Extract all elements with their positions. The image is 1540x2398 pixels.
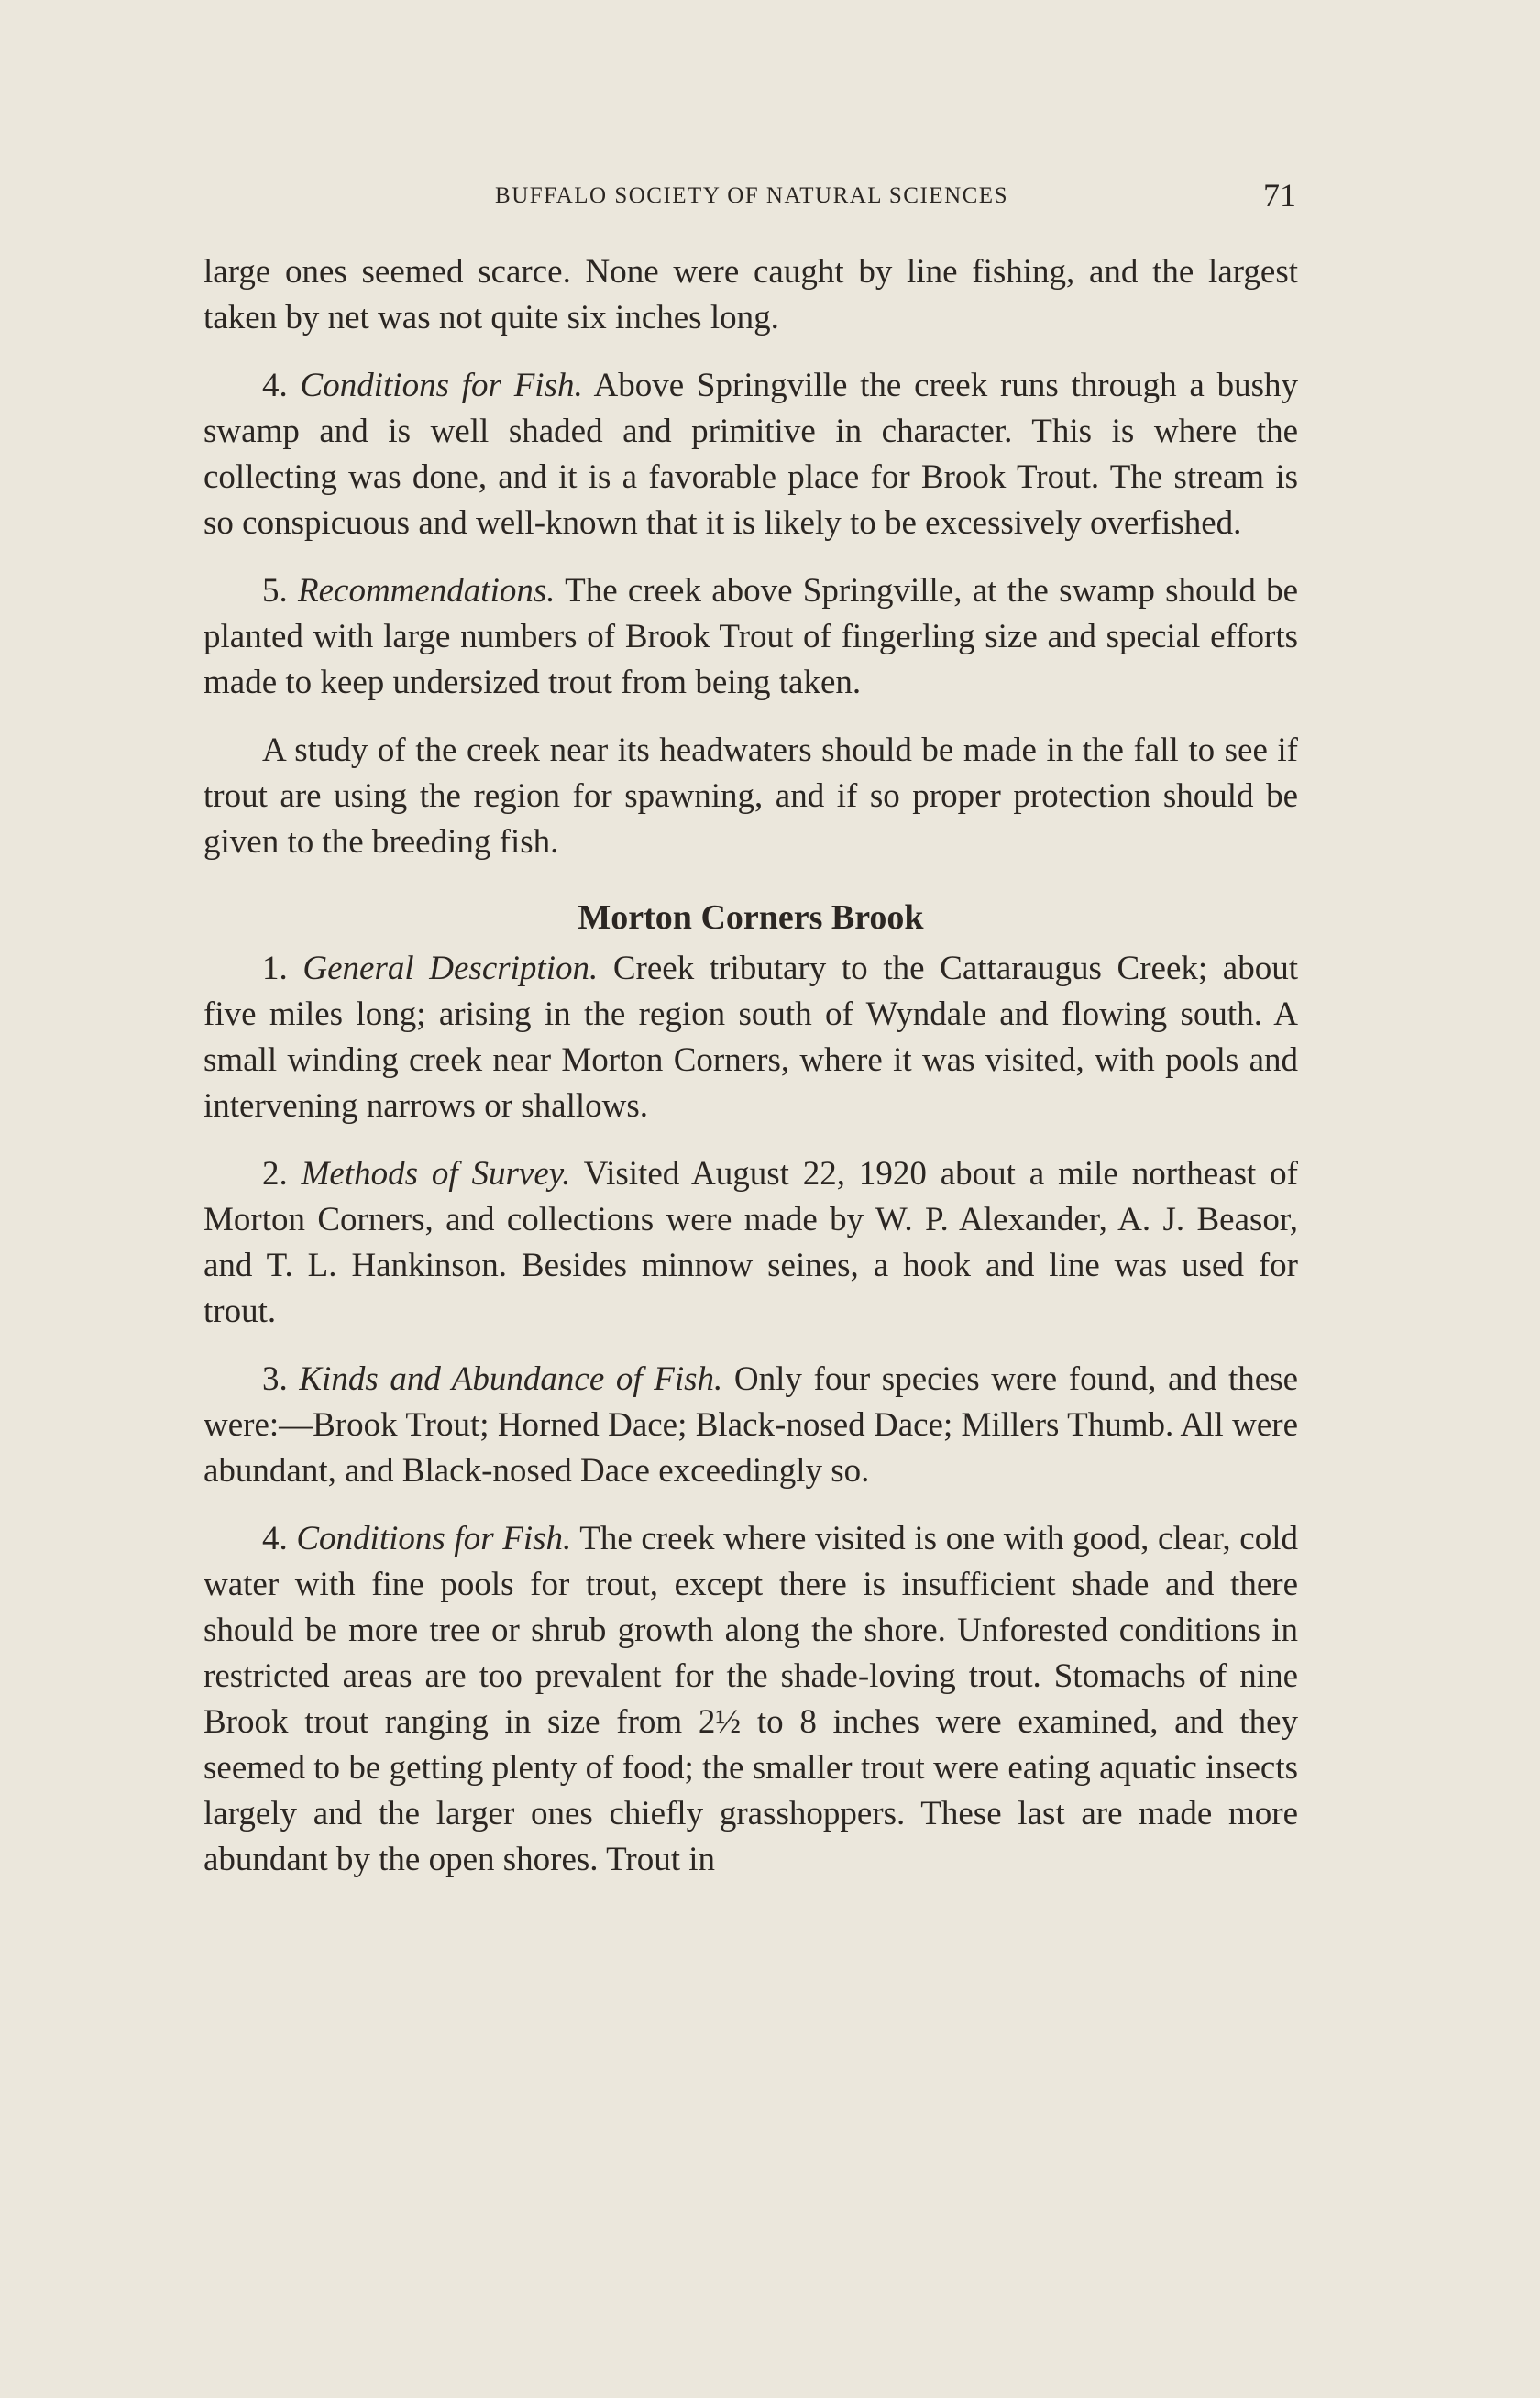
paragraph-label: Conditions for Fish. — [300, 367, 583, 404]
paragraph-label: General Description. — [302, 950, 599, 987]
paragraph-label: Recommendations. — [298, 572, 556, 610]
paragraph-text: Above Springville the creek runs through a bushy swamp and is well shaded and primitive in character. This is where the collecting was done, and it is a favorable place for Brook Trout. The stream is so conspicuous and well-known that it is likely to be excessively overfished. — [204, 367, 1298, 542]
document-body — [204, 249, 1298, 1905]
paragraph-text: Only four species were found, and these were:—Brook Trout; Horned Dace; Black-nosed Dace; Millers Thumb. All were abundant, and Black-nosed Dace exceedingly so. — [204, 1360, 1299, 1490]
section-heading: Morton Corners Brook — [578, 898, 924, 937]
running-header — [0, 177, 1540, 220]
paragraph-label: Kinds and Abundance of Fish. — [299, 1360, 723, 1398]
page-number: 71 — [1263, 177, 1296, 214]
paragraph — [204, 1151, 1298, 1335]
paragraph — [204, 568, 1298, 706]
paragraph — [204, 363, 1298, 546]
paragraph — [204, 249, 1298, 341]
paragraph-text: large ones seemed scarce. None were caught by line fishing, and the largest taken by net was not quite six inches long. — [204, 253, 1298, 336]
paragraph-text: A study of the creek near its headwaters should be made in the fall to see if trout are using the region for spawning, and if so proper protection should be given to the breeding fish. — [204, 732, 1298, 861]
paragraph-label: Methods of Survey. — [301, 1155, 571, 1193]
paragraph — [204, 946, 1298, 1129]
paragraph — [204, 728, 1298, 865]
running-title: BUFFALO SOCIETY OF NATURAL SCIENCES — [495, 183, 1008, 208]
paragraph-label: Conditions for Fish. — [296, 1520, 572, 1557]
paragraph-number: 4. — [262, 1520, 288, 1557]
paragraph-number: 2. — [262, 1155, 288, 1193]
paragraph-number: 4. — [262, 367, 288, 404]
paragraph-text: The creek where visited is one with good, clear, cold water with fine pools for trout, except there is insufficient shade and there should be more tree or shrub growth along the shore. Unforested conditions in restricted areas are too prevalent for the shade-loving trout. Stomachs of nine Brook trout ranging in size from 2½ to 8 inches were examined, and they seemed to be getting plenty of food; the smaller trout were eating aquatic insects largely and the larger ones chiefly grasshoppers. These last are made more abundant by the open shores. Trout in — [204, 1520, 1298, 1878]
paragraph — [204, 1357, 1298, 1494]
paragraph-text: Creek tributary to the Cattaraugus Creek; about five miles long; arising in the region south of Wyndale and flowing south. A small winding creek near Morton Corners, where it was visited, with pools and intervening narrows or shallows. — [204, 950, 1298, 1125]
paragraph-number: 5. — [262, 572, 288, 610]
paragraph-number: 1. — [262, 950, 288, 987]
paragraph-text: The creek above Springville, at the swamp should be planted with large numbers of Brook Trout of fingerling size and special efforts made to keep undersized trout from being taken. — [204, 572, 1298, 701]
paragraph — [204, 1516, 1298, 1883]
paragraph-number: 3. — [262, 1360, 288, 1398]
paragraph-text: Visited August 22, 1920 about a mile northeast of Morton Corners, and collections were made by W. P. Alexander, A. J. Beasor, and T. L. Hankinson. Besides minnow seines, a hook and line was used for trout. — [204, 1155, 1298, 1330]
